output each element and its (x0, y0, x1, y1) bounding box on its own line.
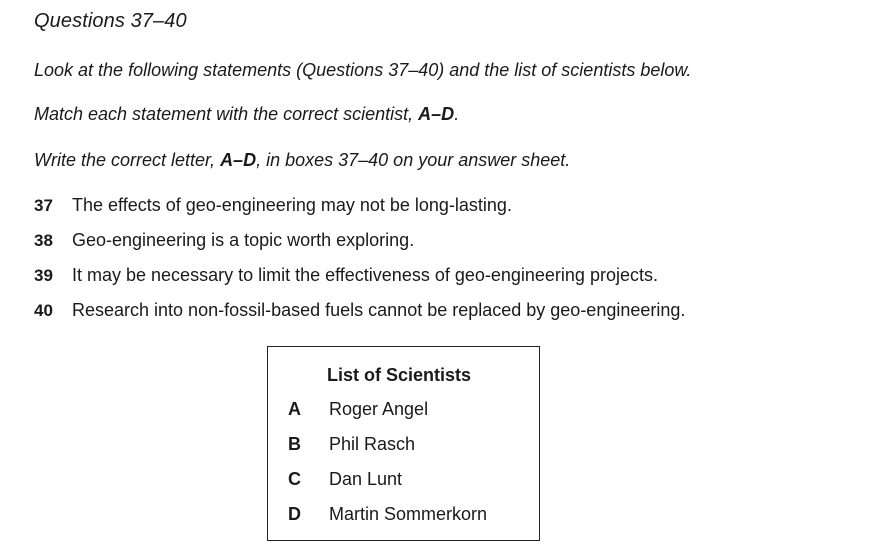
scientist-letter: C (288, 469, 301, 489)
question-text: Geo-engineering is a topic worth exploring. (72, 230, 415, 250)
scientists-box-title: List of Scientists (327, 365, 472, 385)
scientists-box (267, 346, 540, 541)
scientist-name: Roger Angel (329, 399, 429, 419)
question-row-38 (34, 230, 414, 251)
scientist-name: Martin Sommerkorn (329, 504, 488, 524)
instruction-line-3-prefix: Write the correct letter, (34, 150, 221, 170)
page-title: Questions 37–40 (34, 10, 187, 32)
scientist-letter: A (288, 399, 301, 419)
instruction-line-3-letters: A–D (220, 150, 257, 170)
instruction-line-3 (34, 150, 570, 171)
question-text: Research into non-fossil-based fuels cannot be replaced by geo-engineering. (72, 300, 686, 320)
question-row-37 (34, 195, 512, 216)
scientist-name: Dan Lunt (329, 469, 403, 489)
question-number: 40 (34, 301, 53, 320)
instruction-line-2-letters: A–D (418, 104, 455, 124)
instruction-line-3-suffix: , in boxes 37–40 on your answer sheet. (256, 150, 571, 170)
question-row-39 (34, 265, 658, 286)
scientist-letter: D (288, 504, 301, 524)
question-number: 37 (34, 196, 53, 215)
scientist-letter: B (288, 434, 301, 454)
scientist-name: Phil Rasch (329, 434, 416, 454)
question-row-40 (34, 300, 685, 321)
question-number: 39 (34, 266, 53, 285)
instruction-line-2-prefix: Match each statement with the correct scientist, (34, 104, 419, 124)
question-number: 38 (34, 231, 53, 250)
instruction-line-1: Look at the following statements (Questions 37–40) and the list of scientists below. (34, 60, 692, 80)
question-text: The effects of geo-engineering may not be long-lasting. (72, 195, 512, 215)
instruction-line-2 (34, 104, 459, 125)
question-text: It may be necessary to limit the effectiveness of geo-engineering projects. (72, 265, 658, 285)
instruction-line-2-suffix: . (454, 104, 460, 124)
